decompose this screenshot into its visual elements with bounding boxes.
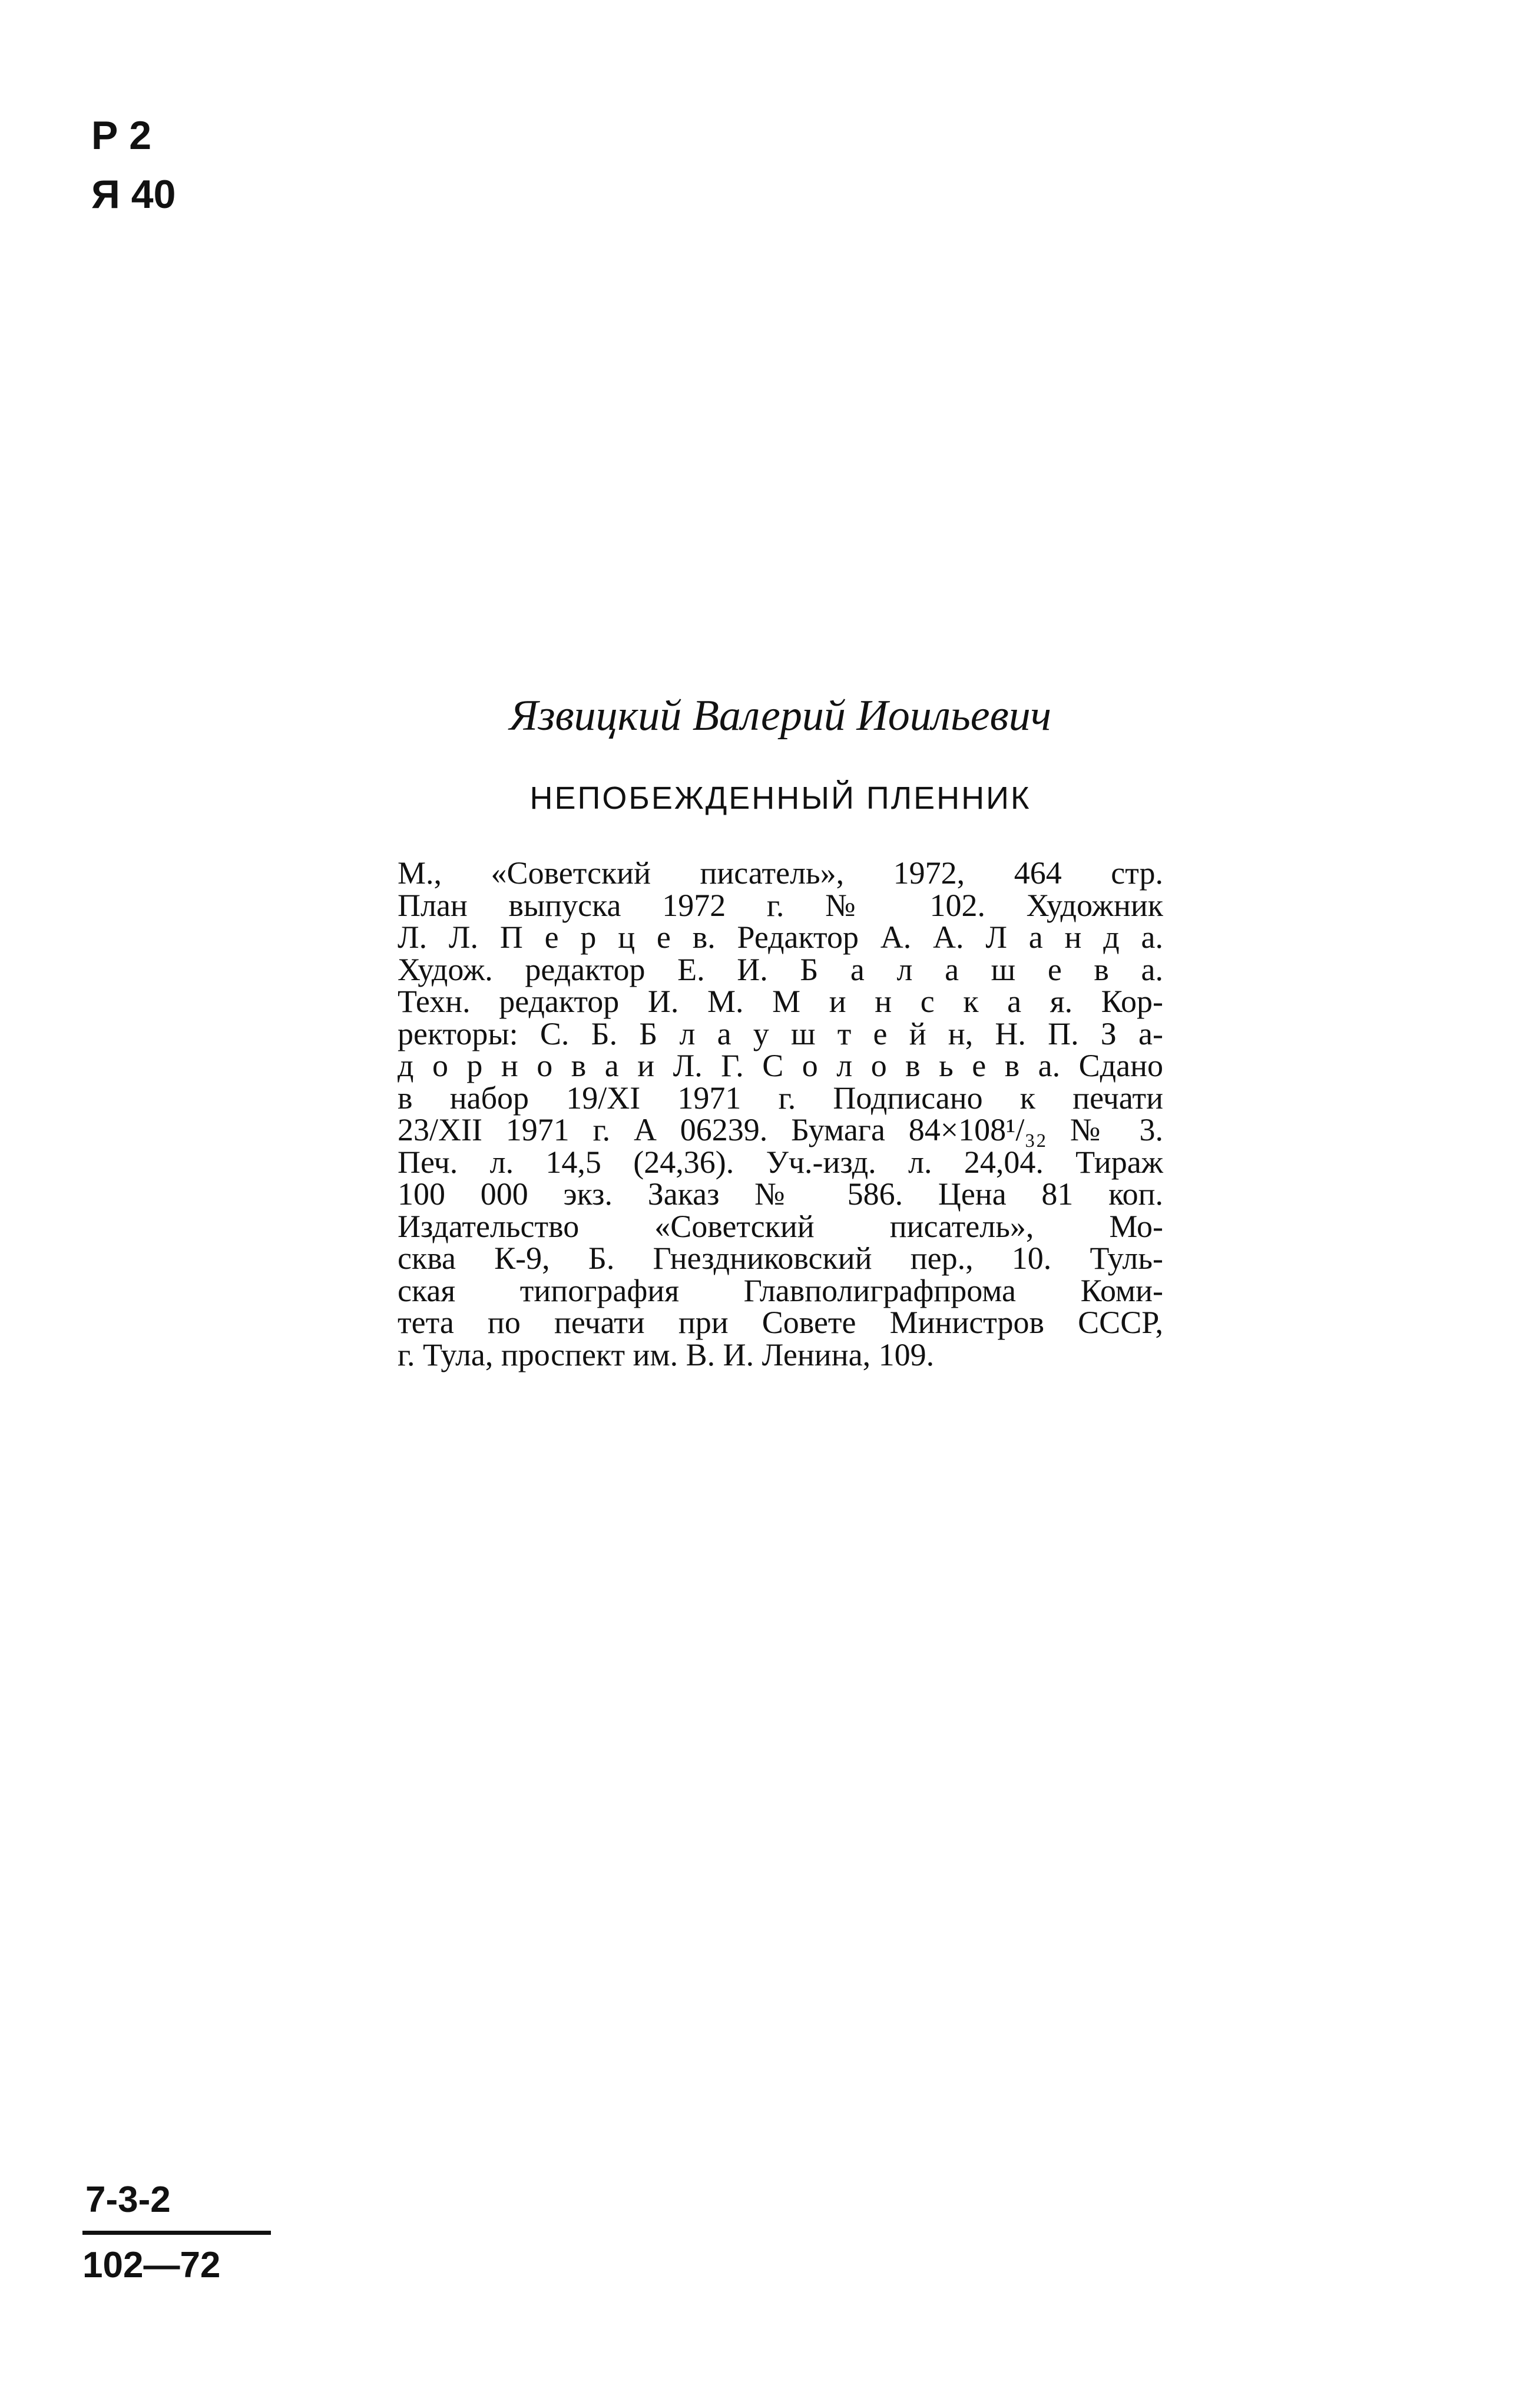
imprint-line: Худож. редактор Е. И. Б а л а ш е в а. [398, 951, 1163, 987]
imprint-line: 23/XII 1971 г. А 06239. Бумага 84×108¹/₃₂ № 3. [398, 1112, 1163, 1147]
signature-code-bottom: 102—72 [82, 2245, 221, 2285]
signature-code [82, 2177, 271, 2289]
imprint-line: Л. Л. П е р ц е в. Редактор А. А. Л а н д а. [398, 919, 1163, 955]
imprint-line: План выпуска 1972 г. № 102. Художник [398, 887, 1163, 923]
imprint-line: Издательство «Советский писатель», Мо- [398, 1208, 1163, 1244]
catalog-code-line-1: Р 2 [91, 113, 152, 158]
book-title: НЕПОБЕЖДЕННЫЙ ПЛЕННИК [529, 780, 1031, 816]
imprint-line: в набор 19/XI 1971 г. Подписано к печати [398, 1080, 1163, 1116]
catalog-code [91, 106, 176, 224]
imprint-block [398, 857, 1163, 1371]
imprint-line: Печ. л. 14,5 (24,36). Уч.-изд. л. 24,04. Тираж [398, 1144, 1163, 1180]
signature-divider [82, 2231, 271, 2235]
signature-code-top: 7-3-2 [85, 2179, 171, 2220]
imprint-line: ская типография Главполиграфпрома Коми- [398, 1272, 1163, 1308]
imprint-line: г. Тула, проспект им. В. И. Ленина, 109. [398, 1337, 935, 1372]
imprint-line: М., «Советский писатель», 1972, 464 стр. [398, 855, 1163, 891]
catalog-code-line-2: Я 40 [91, 172, 176, 217]
imprint-line: 100 000 экз. Заказ № 586. Цена 81 коп. [398, 1176, 1163, 1212]
author-name: Язвицкий Валерий Иоильевич [509, 692, 1052, 740]
imprint-line: д о р н о в а и Л. Г. С о л о в ь е в а. Сдано [398, 1048, 1163, 1083]
imprint-line: сква К-9, Б. Гнездниковский пер., 10. Туль- [398, 1241, 1163, 1276]
imprint-line: ректоры: С. Б. Б л а у ш т е й н, Н. П. З а- [398, 1016, 1163, 1051]
imprint-line: тета по печати при Совете Министров СССР, [398, 1305, 1163, 1340]
imprint-line: Техн. редактор И. М. М и н с к а я. Кор- [398, 984, 1163, 1019]
